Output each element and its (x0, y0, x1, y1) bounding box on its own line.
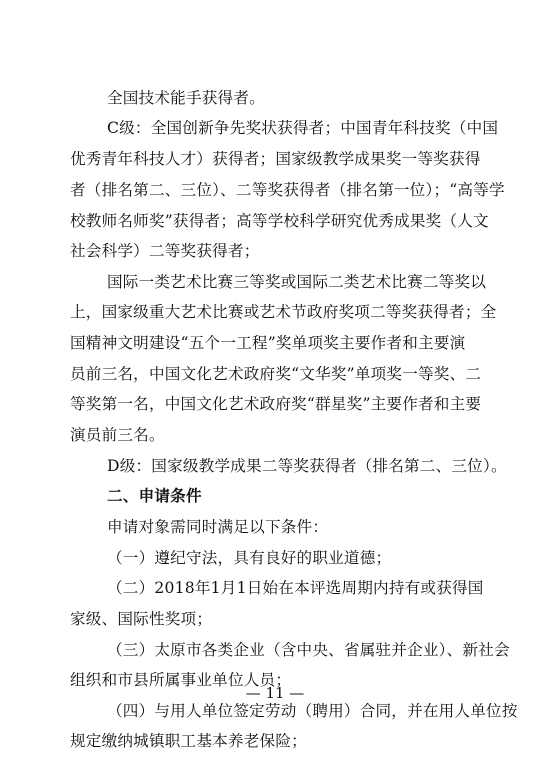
text-line-22: 规定缴纳城镇职工基本养老保险； (70, 732, 307, 750)
text-line-6: 社会科学）二等奖获得者； (70, 242, 260, 260)
text-line-5: 校教师名师奖”获得者；高等学校科学研究优秀成果奖（人文 (70, 212, 489, 230)
text-line-21: （四）与用人单位签定劳动（聘用）合同，并在用人单位按 (107, 702, 518, 720)
text-line-1: 全国技术能手获得者。 (107, 89, 265, 107)
text-line-4: 者（排名第二、三位）、二等奖获得者（排名第一位）；“高等学 (70, 181, 505, 199)
text-line-3: 优秀青年科技人才）获得者；国家级教学成果奖一等奖获得 (70, 150, 481, 168)
text-line-19: （三）太原市各类企业（含中央、省属驻并企业）、新社会 (107, 641, 510, 659)
text-line-20: 组织和市县所属事业单位人员； (70, 671, 292, 689)
text-line-18: 家级、国际性奖项； (70, 610, 213, 628)
text-line-12: 演员前三名。 (70, 426, 165, 444)
text-line-16: （一）遵纪守法，具有良好的职业道德； (107, 549, 392, 567)
text-line-11: 等奖第一名，中国文化艺术政府奖“群星奖”主要作者和主要 (70, 395, 482, 413)
text-line-10: 员前三名，中国文化艺术政府奖“文华奖”单项奖一等奖、二 (70, 365, 482, 383)
text-line-2: C级：全国创新争先奖状获得者；中国青年科技奖（中国 (107, 119, 499, 137)
text-line-7: 国际一类艺术比赛三等奖或国际二类艺术比赛二等奖以 (107, 273, 487, 291)
text-line-17: （二）2018年1月1日始在本评选周期内持有或获得国 (107, 579, 484, 597)
text-line-15: 申请对象需同时满足以下条件： (107, 518, 329, 536)
text-line-8: 上，国家级重大艺术比赛或艺术节政府奖项二等奖获得者；全 (70, 303, 497, 321)
section-heading: 二、申请条件 (107, 487, 202, 505)
text-line-9: 国精神文明建设“五个一工程”奖单项奖主要作者和主要演 (70, 334, 466, 352)
text-line-13: D级：国家级教学成果二等奖获得者（排名第二、三位）。 (107, 457, 507, 475)
page-number: — 11 — (245, 684, 305, 702)
